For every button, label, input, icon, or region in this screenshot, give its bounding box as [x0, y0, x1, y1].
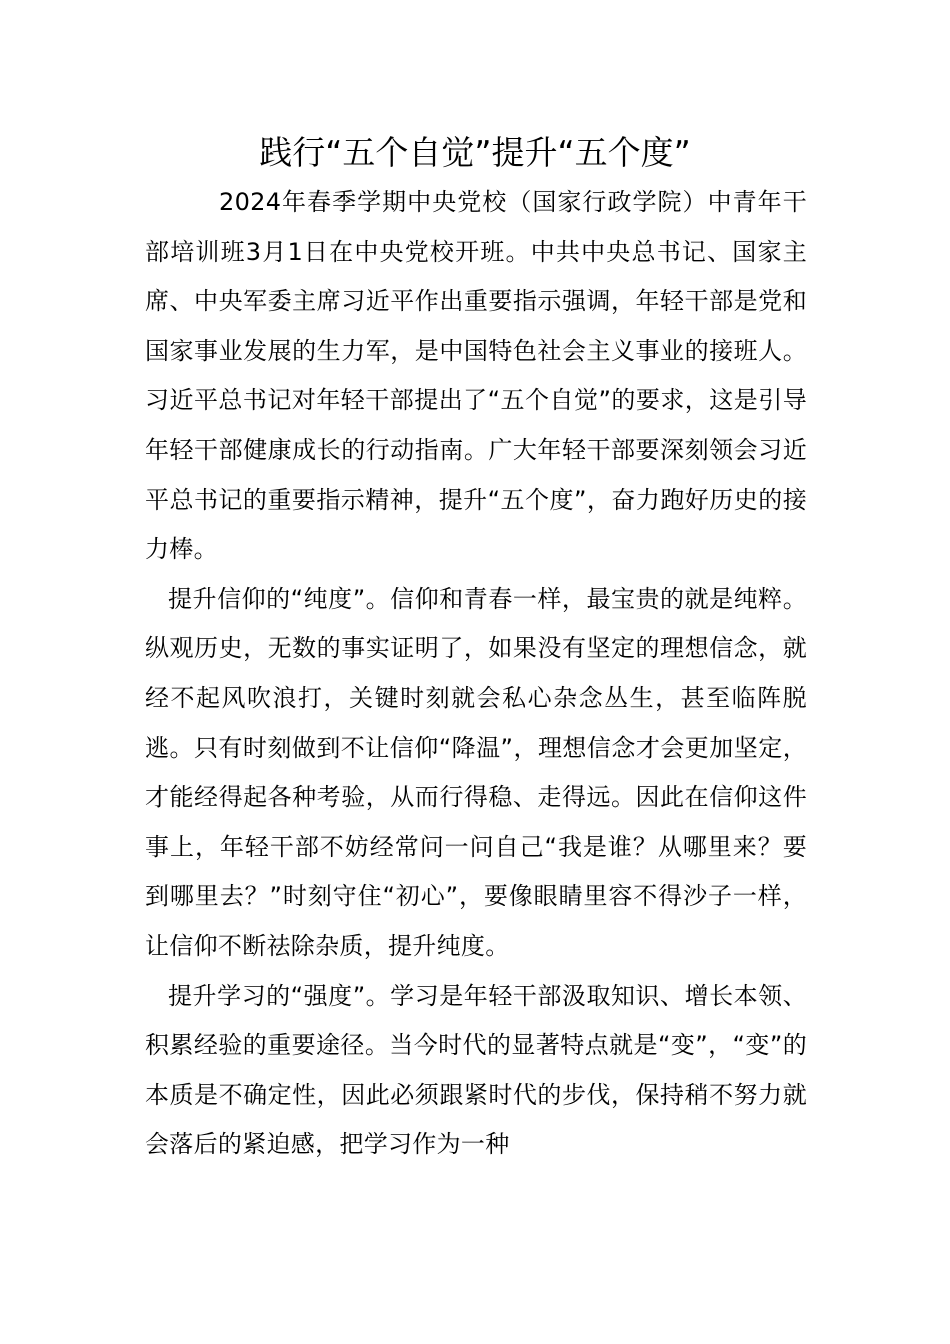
document-body	[145, 178, 807, 1170]
document-title: 践行“五个自觉”提升“五个度”	[259, 133, 691, 172]
paragraph-faith-purity: 提升信仰的“纯度”。信仰和青春一样，最宝贵的就是纯粹。纵观历史，无数的事实证明了，如果没有坚定的理想信念，就经不起风吹浪打，关键时刻就会私心杂念丛生，甚至临阵脱逃。只有时刻做到不让信仰“降温”，理想信念才会更加坚定，才能经得起各种考验，从而行得稳、走得远。因此在信仰这件事上，年轻干部不妨经常问一问自己“我是谁？从哪里来？要到哪里去？”时刻守住“初心”，要像眼睛里容不得沙子一样，让信仰不断祛除杂质，提升纯度。	[145, 584, 807, 960]
paragraph-intro: 2024年春季学期中央党校（国家行政学院）中青年干部培训班3月1日在中央党校开班。中共中央总书记、国家主席、中央军委主席习近平作出重要指示强调，年轻干部是党和国家事业发展的生力军，是中国特色社会主义事业的接班人。习近平总书记对年轻干部提出了“五个自觉”的要求，这是引导年轻干部健康成长的行动指南。广大年轻干部要深刻领会习近平总书记的重要指示精神，提升“五个度”，奋力跑好历史的接力棒。	[145, 188, 807, 564]
paragraph-study-intensity: 提升学习的“强度”。学习是年轻干部汲取知识、增长本领、积累经验的重要途径。当今时代的显著特点就是“变”，“变”的本质是不确定性，因此必须跟紧时代的步伐，保持稍不努力就会落后的紧迫感，把学习作为一种	[145, 981, 807, 1159]
